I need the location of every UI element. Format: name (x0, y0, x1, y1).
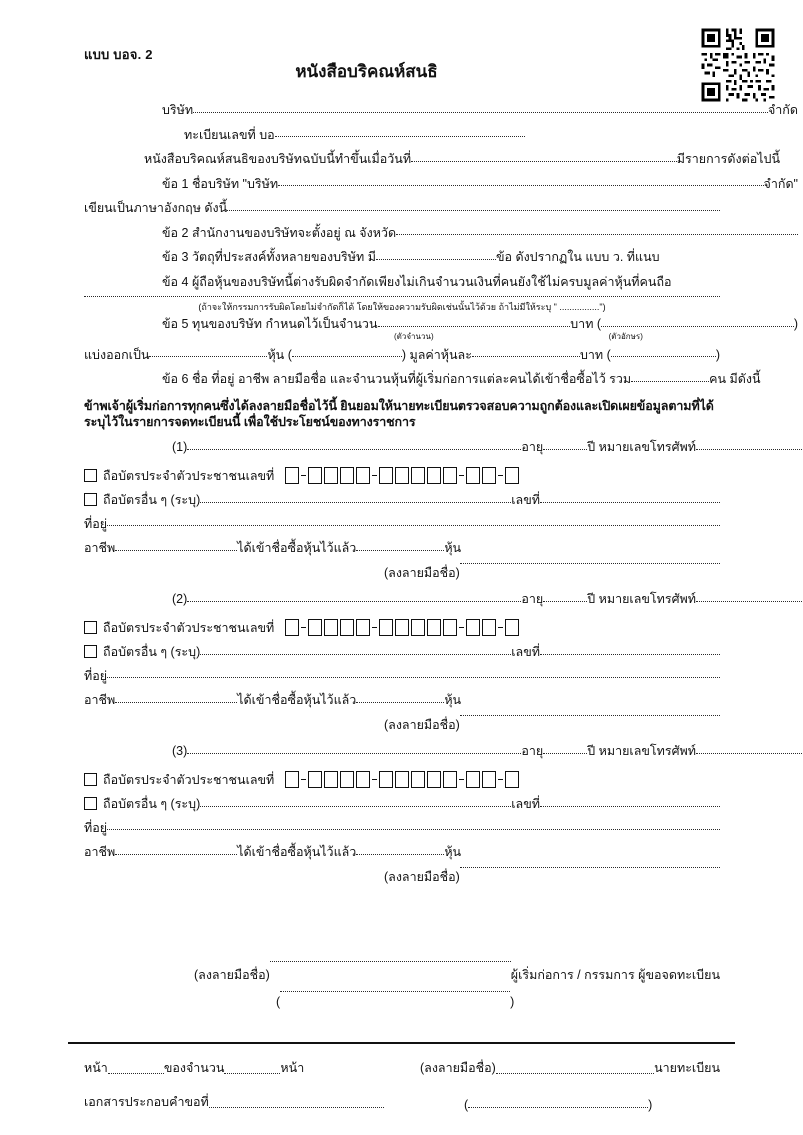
occupation-row (84, 846, 720, 859)
page-count-group (84, 1058, 384, 1078)
subscriber-name-blank[interactable] (187, 601, 521, 602)
id-digit-box[interactable] (379, 467, 393, 484)
age-blank[interactable] (543, 449, 587, 450)
clause-1-suffix: จำกัด" (763, 176, 798, 191)
shares-unit: หุ้น (444, 845, 462, 860)
age-label: อายุ (521, 744, 544, 759)
clause-4-note: (ถ้าจะให้กรรมการรับผิดโดยไม่จำกัดก็ได้ โดยให้ของความรับผิดเช่นนั้นไว้ด้วย ถ้าไม่มีให้ระบุ " ................") (198, 302, 606, 312)
id-digit-box[interactable] (466, 771, 480, 788)
clause-5-close: ) (793, 317, 799, 331)
subscriber-signature-blank[interactable] (460, 715, 720, 716)
id-separator (498, 627, 503, 628)
clause-1-name-blank[interactable] (278, 185, 763, 186)
id-digit-box[interactable] (505, 619, 519, 636)
subscriber-index: (2) (172, 592, 188, 607)
close-paren: ) (648, 1098, 653, 1112)
national-id-label: ถือบัตรประจำตัวประชาชนเลขที่ (103, 621, 275, 636)
shares-label: ได้เข้าชื่อซื้อหุ้นไว้แล้ว (237, 693, 357, 708)
id-separator (372, 779, 377, 780)
footer-row-bottom (84, 1092, 720, 1112)
other-id-number-blank[interactable] (540, 806, 720, 807)
national-id-row (84, 466, 720, 483)
other-id-type-blank[interactable] (200, 502, 511, 503)
other-id-number-label: เลขที่ (511, 645, 540, 660)
applicant-name-row (84, 995, 720, 1009)
phone-blank[interactable] (696, 601, 803, 602)
id-separator (301, 475, 306, 476)
other-id-label: ถือบัตรอื่น ๆ (ระบุ) (103, 493, 201, 508)
subscriber-block (84, 441, 720, 579)
subscriber-index: (1) (172, 440, 188, 455)
age-blank[interactable] (543, 601, 587, 602)
shares-label: ได้เข้าชื่อซื้อหุ้นไว้แล้ว (237, 541, 357, 556)
applicant-signature-blank[interactable] (270, 961, 511, 962)
occupation-blank[interactable] (115, 702, 237, 703)
id-digit-box[interactable] (379, 771, 393, 788)
clause-4-note-line (84, 300, 720, 301)
id-digit-box[interactable] (482, 771, 496, 788)
registrar-role: นายทะเบียน (654, 1061, 720, 1075)
id-digit-box[interactable] (308, 467, 322, 484)
clause-6-count-blank[interactable] (631, 381, 709, 382)
clause-6-label: ข้อ 6 ชื่อ ที่อยู่ อาชีพ ลายมือชื่อ และจำนวนหุ้นที่ผู้เริ่มก่อการแต่ละคนได้เข้าชื่อซื้อไว้ รวม (162, 372, 632, 386)
other-id-number-label: เลขที่ (511, 493, 540, 508)
company-label: บริษัท (162, 103, 194, 117)
id-digit-box[interactable] (482, 467, 496, 484)
clause-1-english-label: เขียนเป็นภาษาอังกฤษ ดังนี้ (84, 201, 228, 215)
shares-unit: หุ้น (444, 541, 462, 556)
national-id-row (84, 770, 720, 787)
other-id-row (84, 646, 720, 659)
id-digit-box[interactable] (308, 619, 322, 636)
address-row (84, 822, 720, 835)
checkbox-national-id[interactable] (84, 621, 97, 634)
signature-label: (ลงลายมือชื่อ) (384, 869, 460, 884)
id-separator (372, 475, 377, 476)
national-id-boxes[interactable] (284, 467, 520, 484)
id-separator (301, 779, 306, 780)
id-separator (498, 475, 503, 476)
clause-5-share-count-blank[interactable] (149, 356, 267, 357)
footer-row-top (84, 1058, 720, 1078)
checkbox-national-id[interactable] (84, 773, 97, 786)
subscriber-name-blank[interactable] (187, 753, 521, 754)
clause-5-label: ข้อ 5 ทุนของบริษัท กำหนดไว้เป็นจำนวน (162, 317, 378, 331)
other-id-number-blank[interactable] (540, 502, 720, 503)
id-digit-box[interactable] (466, 619, 480, 636)
subscriber-signature-row (84, 719, 720, 732)
id-digit-box[interactable] (411, 467, 425, 484)
id-digit-box[interactable] (285, 771, 299, 788)
company-name-blank[interactable] (193, 112, 768, 113)
footer-divider (68, 1042, 735, 1044)
subscriber-block (84, 745, 720, 883)
page-of-label: ของจำนวน (163, 1061, 225, 1075)
shares-count-blank[interactable] (356, 550, 444, 551)
company-name-row (84, 104, 798, 117)
clause-5-baht: บาท ( (570, 317, 602, 331)
id-digit-box[interactable] (324, 771, 338, 788)
phone-blank[interactable] (696, 449, 803, 450)
subscriber-signature-blank[interactable] (460, 867, 720, 868)
registrar-signature-label: (ลงลายมือชื่อ) (420, 1061, 496, 1075)
page-label: หน้า (84, 1061, 108, 1075)
id-digit-box[interactable] (356, 467, 370, 484)
clause-3-row (84, 251, 798, 264)
clause-5-value-label: ) มูลค่าหุ้นละ (401, 347, 472, 362)
caption-letters: (ตัวอักษร) (608, 331, 643, 341)
age-unit: ปี หมายเลขโทรศัพท์ (587, 744, 696, 759)
address-label: ที่อยู่ (84, 668, 108, 683)
applicant-name-blank[interactable] (280, 991, 510, 992)
shares-count-blank[interactable] (356, 854, 444, 855)
clause-5-par-value-blank[interactable] (472, 356, 580, 357)
registration-number-blank[interactable] (275, 136, 525, 137)
attachment-group (84, 1092, 384, 1112)
clause-4-row (84, 276, 720, 289)
attachment-label: เอกสารประกอบคำขอที่ (84, 1095, 209, 1109)
other-id-type-blank[interactable] (200, 654, 511, 655)
id-digit-box[interactable] (395, 619, 409, 636)
registration-number-row (84, 129, 803, 142)
clause-4-note-blank[interactable] (84, 296, 720, 297)
id-digit-box[interactable] (443, 771, 457, 788)
other-id-type-blank[interactable] (200, 806, 511, 807)
id-digit-box[interactable] (340, 467, 354, 484)
other-id-number-blank[interactable] (540, 654, 720, 655)
other-id-label: ถือบัตรอื่น ๆ (ระบุ) (103, 797, 201, 812)
clause-5-capital-words-blank[interactable] (601, 326, 794, 327)
id-digit-box[interactable] (379, 619, 393, 636)
other-id-row (84, 494, 720, 507)
address-blank[interactable] (107, 829, 720, 830)
clause-6-row (84, 373, 798, 386)
age-label: อายุ (521, 440, 544, 455)
company-suffix: จำกัด (767, 103, 798, 117)
national-id-label: ถือบัตรประจำตัวประชาชนเลขที่ (103, 773, 275, 788)
registrar-signature-blank[interactable] (496, 1073, 654, 1074)
applicant-signature-label: (ลงลายมือชื่อ) (194, 968, 270, 982)
id-separator (459, 779, 464, 780)
age-unit: ปี หมายเลขโทรศัพท์ (587, 440, 696, 455)
national-id-boxes[interactable] (284, 619, 520, 636)
made-on-row (84, 153, 780, 166)
applicant-role-label: ผู้เริ่มก่อการ / กรรมการ ผู้ขอจดทะเบียน (510, 968, 720, 982)
caption-number: (ตัวจำนวน) (394, 331, 434, 341)
page-title: หนังสือบริคณห์สนธิ (295, 62, 438, 81)
id-digit-box[interactable] (411, 771, 425, 788)
form-code: แบบ บอจ. 2 (84, 47, 153, 62)
applicant-signature-row (84, 965, 720, 985)
checkbox-other-id[interactable] (84, 797, 97, 810)
age-unit: ปี หมายเลขโทรศัพท์ (587, 592, 696, 607)
clause-4-label: ข้อ 4 ผู้ถือหุ้นของบริษัทนี้ต่างรับผิดจำกัดเพียงไม่เกินจำนวนเงินที่คนยังใช้ไม่ครบมูลค่าหุ้นที่คนถือ (162, 274, 672, 289)
clause-3-label: ข้อ 3 วัตถุที่ประสงค์ทั้งหลายของบริษัท มี (162, 250, 376, 264)
address-row (84, 518, 720, 531)
address-blank[interactable] (107, 677, 720, 678)
other-id-number-label: เลขที่ (511, 797, 540, 812)
attachment-blank[interactable] (209, 1107, 384, 1108)
id-digit-box[interactable] (308, 771, 322, 788)
qr-code-icon (699, 26, 777, 104)
made-on-suffix: มีรายการดังต่อไปนี้ (676, 152, 780, 166)
subscriber-index: (3) (172, 744, 188, 759)
id-digit-box[interactable] (427, 467, 441, 484)
clause-1-english-blank[interactable] (227, 210, 720, 211)
page-number-blank[interactable] (108, 1073, 164, 1074)
shares-unit: หุ้น (444, 693, 462, 708)
made-on-date-blank[interactable] (411, 161, 677, 162)
applicant-signature-section (84, 965, 720, 1009)
registrar-name-group (384, 1098, 720, 1112)
open-paren: ( (276, 995, 281, 1009)
clause-5-par-value-words-blank[interactable] (611, 356, 716, 357)
address-blank[interactable] (107, 525, 720, 526)
form-body (84, 103, 799, 897)
subscriber-name-blank[interactable] (187, 449, 521, 450)
id-separator (372, 627, 377, 628)
id-digit-box[interactable] (356, 619, 370, 636)
signature-label: (ลงลายมือชื่อ) (384, 717, 460, 732)
occupation-label: อาชีพ (84, 693, 116, 708)
id-digit-box[interactable] (505, 467, 519, 484)
age-label: อายุ (521, 592, 544, 607)
id-digit-box[interactable] (285, 619, 299, 636)
checkbox-other-id[interactable] (84, 493, 97, 506)
id-separator (498, 779, 503, 780)
clause-3-count-blank[interactable] (376, 259, 496, 260)
subscriber-signature-row (84, 567, 720, 580)
id-digit-box[interactable] (443, 619, 457, 636)
subscriber-signature-blank[interactable] (460, 563, 720, 564)
page-total-blank[interactable] (224, 1073, 280, 1074)
id-digit-box[interactable] (482, 619, 496, 636)
clause-5-divide-row (84, 349, 720, 362)
id-digit-box[interactable] (356, 771, 370, 788)
clause-5-share-label: หุ้น ( (267, 347, 292, 362)
id-digit-box[interactable] (340, 619, 354, 636)
clause-1-label: ข้อ 1 ชื่อบริษัท "บริษัท (162, 176, 279, 191)
made-on-label: หนังสือบริคณห์สนธิของบริษัทฉบับนี้ทำขึ้นเมื่อวันที่ (144, 152, 412, 166)
other-id-label: ถือบัตรอื่น ๆ (ระบุ) (103, 645, 201, 660)
subscriber-name-row (84, 441, 803, 454)
id-digit-box[interactable] (466, 467, 480, 484)
id-digit-box[interactable] (285, 467, 299, 484)
open-paren: ( (464, 1098, 469, 1112)
clause-5-captions (84, 333, 720, 341)
national-id-row (84, 618, 720, 635)
clause-5-capital-blank[interactable] (378, 326, 571, 327)
consent-paragraph: ข้าพเจ้าผู้เริ่มก่อการทุกคนซึ่งได้ลงลายมือชื่อไว้นี้ ยินยอมให้นายทะเบียนตรวจสอบความถูกต้องและเปิดเผยข้อมูลตามที่ได้ระบุไว้ในรายการจดทะเบียนนี้ เพื่อใช้ประโยชน์ของทางราชการ (84, 398, 714, 430)
occupation-label: อาชีพ (84, 541, 116, 556)
clause-2-row (84, 227, 798, 240)
occupation-blank[interactable] (115, 550, 237, 551)
national-id-boxes[interactable] (284, 771, 520, 788)
phone-blank[interactable] (696, 753, 803, 754)
other-id-row (84, 798, 720, 811)
address-row (84, 670, 720, 683)
registrar-signature-group (384, 1058, 720, 1078)
checkbox-national-id[interactable] (84, 469, 97, 482)
registration-label: ทะเบียนเลขที่ บอ (184, 127, 275, 142)
id-separator (459, 475, 464, 476)
clause-3-mid: ข้อ ดังปรากฏใน แบบ ว. ที่แนบ (495, 250, 660, 264)
subscriber-signature-row (84, 871, 720, 884)
checkbox-other-id[interactable] (84, 645, 97, 658)
id-digit-box[interactable] (324, 467, 338, 484)
id-digit-box[interactable] (324, 619, 338, 636)
clause-2-province-blank[interactable] (396, 234, 798, 235)
shares-label: ได้เข้าชื่อซื้อหุ้นไว้แล้ว (237, 845, 357, 860)
id-digit-box[interactable] (427, 771, 441, 788)
age-blank[interactable] (543, 753, 587, 754)
clause-5-row (84, 318, 798, 331)
id-separator (459, 627, 464, 628)
clause-5-divide-label: แบ่งออกเป็น (84, 347, 150, 362)
id-digit-box[interactable] (427, 619, 441, 636)
clause-6-suffix: คน มีดังนี้ (709, 372, 761, 386)
clause-5-baht-2: บาท ( (579, 347, 611, 362)
clause-5-share-words-blank[interactable] (292, 356, 402, 357)
subscriber-block (84, 593, 720, 731)
occupation-row (84, 694, 720, 707)
footer-section (84, 1058, 720, 1126)
id-digit-box[interactable] (395, 467, 409, 484)
page-unit: หน้า (280, 1061, 305, 1075)
id-digit-box[interactable] (395, 771, 409, 788)
id-digit-box[interactable] (505, 771, 519, 788)
subscriber-name-row (84, 593, 803, 606)
address-label: ที่อยู่ (84, 820, 108, 835)
id-digit-box[interactable] (340, 771, 354, 788)
subscriber-name-row (84, 745, 803, 758)
signature-label: (ลงลายมือชื่อ) (384, 565, 460, 580)
shares-count-blank[interactable] (356, 702, 444, 703)
clause-2-label: ข้อ 2 สำนักงานของบริษัทจะตั้งอยู่ ณ จังหวัด (162, 225, 397, 240)
national-id-label: ถือบัตรประจำตัวประชาชนเลขที่ (103, 469, 275, 484)
id-digit-box[interactable] (443, 467, 457, 484)
registrar-name-blank[interactable] (468, 1107, 648, 1108)
close-paren: ) (510, 995, 515, 1009)
id-digit-box[interactable] (411, 619, 425, 636)
clause-1-row (84, 178, 798, 191)
address-label: ที่อยู่ (84, 516, 108, 531)
occupation-row (84, 542, 720, 555)
id-separator (301, 627, 306, 628)
clause-5-close-2: ) (715, 347, 720, 362)
occupation-blank[interactable] (115, 854, 237, 855)
occupation-label: อาชีพ (84, 845, 116, 860)
clause-1-english-row (84, 202, 720, 215)
